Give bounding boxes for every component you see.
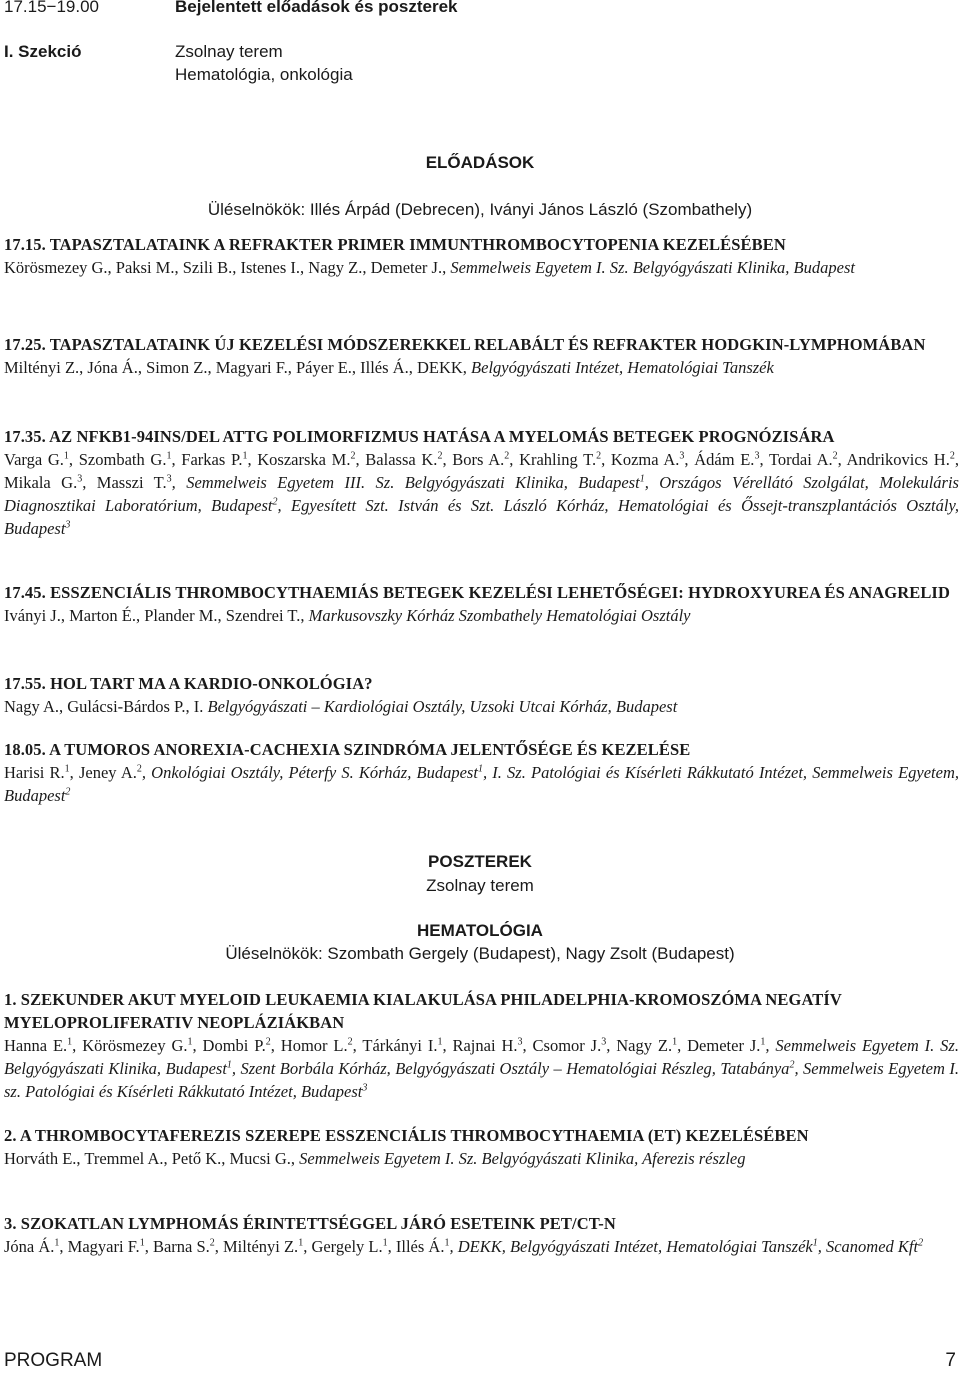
lecture-item <box>4 333 959 379</box>
section-topic: Hematológia, onkológia <box>175 65 353 84</box>
poster-item <box>4 1124 959 1170</box>
lecture-authors: Varga G.$^1$, Szombath G.$^1$, Farkas P.$^1$, Koszarska M.$^2$, Balassa K.$^2$, Bors A.$^2$, Krahling T.$^2$, Kozma A.$^3$, Ádám E.$^3$, Tordai A.$^2$, Andrikovics H.$^2$, Mikala G.$^3$, Masszi T.$^3$, Semmelweis Egyetem III. Sz. Belgyógyászati Klinika, Budapest$^1$, Országos Vérellátó Szolgálat, Molekuláris Diagnosztikai Laboratórium, Budapest$^2$, Egyesített Szt. István és Szt. László Kórház, Hematológiai és Őssejt-transzplantációs Osztály, Budapest$^3$ <box>4 450 959 538</box>
poster-authors: Horváth E., Tremmel A., Pető K., Mucsi G., Semmelweis Egyetem I. Sz. Belgyógyászati Klinika, Aferezis részleg <box>4 1149 746 1168</box>
lectures-heading: ELŐADÁSOK <box>425 153 535 172</box>
lecture-title: 18.05. A TUMOROS ANOREXIA-CACHEXIA SZINDRÓMA JELENTŐSÉGE ÉS KEZELÉSE <box>4 740 691 759</box>
lecture-title: 17.35. AZ NFKB1-94INS/DEL ATTG POLIMORFIZMUS HATÁSA A MYELOMÁS BETEGEK PROGNÓZISÁRA <box>4 427 835 446</box>
poster-item <box>4 988 959 1103</box>
lecture-item <box>4 738 959 807</box>
lecture-authors: Körösmezey G., Paksi M., Szili B., Istenes I., Nagy Z., Demeter J., Semmelweis Egyetem I. Sz. Belgyógyászati Klinika, Budapest <box>4 258 855 277</box>
lecture-item <box>4 425 959 540</box>
lecture-item <box>4 672 959 718</box>
lecture-item <box>4 581 959 627</box>
section-room: Zsolnay terem <box>175 42 283 61</box>
posters-room: Zsolnay terem <box>426 876 534 895</box>
lecture-authors: Iványi J., Marton É., Plander M., Szendrei T., Markusovszky Kórház Szombathely Hematológiai Osztály <box>4 606 691 625</box>
lecture-title: 17.45. ESSZENCIÁLIS THROMBOCYTHAEMIÁS BETEGEK KEZELÉSI LEHETŐSÉGEI: HYDROXYUREA ÉS ANAGRELID <box>4 583 950 602</box>
poster-authors: Hanna E.$^1$, Körösmezey G.$^1$, Dombi P.$^2$, Homor L.$^2$, Tárkányi I.$^1$, Rajnai H.$^3$, Csomor J.$^3$, Nagy Z.$^1$, Demeter J.$^1$, Semmelweis Egyetem I. Sz. Belgyógyászati Klinika, Budapest$^1$, Szent Borbála Kórház, Belgyógyászati Osztály – Hematológiai Részleg, Tatabánya$^2$, Semmelweis Egyetem I. sz. Patológiai és Kísérleti Rákkutató Intézet, Budapest$^3$ <box>4 1036 959 1101</box>
lectures-chairs: Üléselnökök: Illés Árpád (Debrecen), Iványi János László (Szombathely) <box>207 200 753 219</box>
poster-authors: Jóna Á.$^1$, Magyari F.$^1$, Barna S.$^2$, Miltényi Z.$^1$, Gergely L.$^1$, Illés Á.$^1$, DEKK, Belgyógyászati Intézet, Hematológiai Tanszék$^1$, Scanomed Kft$^2$ <box>4 1237 924 1256</box>
lecture-title: 17.25. TAPASZTALATAINK ÚJ KEZELÉSI MÓDSZEREKKEL RELABÁLT ÉS REFRAKTER HODGKIN-LYMPHOMÁBAN <box>4 335 926 354</box>
lecture-authors: Nagy A., Gulácsi-Bárdos P., I. Belgyógyászati – Kardiológiai Osztály, Uzsoki Utcai Kórház, Budapest <box>4 697 678 716</box>
page-number: 7 <box>945 1350 956 1371</box>
poster-item <box>4 1212 959 1258</box>
lecture-item <box>4 233 959 279</box>
lecture-authors: Harisi R.$^1$, Jeney A.$^2$, Onkológiai Osztály, Péterfy S. Kórház, Budapest$^1$, I. Sz. Patológiai és Kísérleti Rákkutató Intézet, Semmelweis Egyetem, Budapest$^2$ <box>4 763 959 805</box>
lecture-title: 17.55. HOL TART MA A KARDIO-ONKOLÓGIA? <box>4 674 373 693</box>
poster-title: 1. SZEKUNDER AKUT MYELOID LEUKAEMIA KIALAKULÁSA PHILADELPHIA-KROMOSZÓMA NEGATÍV MYELOPROLIFERATIV NEOPLÁZIÁKBAN <box>4 990 842 1032</box>
posters-topic: HEMATOLÓGIA <box>417 921 543 940</box>
session-time: 17.15−19.00 <box>4 0 100 16</box>
lecture-title: 17.15. TAPASZTALATAINK A REFRAKTER PRIMER IMMUNTHROMBOCYTOPENIA KEZELÉSÉBEN <box>4 235 786 254</box>
posters-heading: POSZTEREK <box>428 852 532 871</box>
poster-title: 2. A THROMBOCYTAFEREZIS SZEREPE ESSZENCIÁLIS THROMBOCYTHAEMIA (ET) KEZELÉSÉBEN <box>4 1126 809 1145</box>
lecture-authors: Miltényi Z., Jóna Á., Simon Z., Magyari F., Páyer E., Illés Á., DEKK, Belgyógyászati Intézet, Hematológiai Tanszék <box>4 358 774 377</box>
footer-label: PROGRAM <box>4 1350 103 1371</box>
section-label: I. Szekció <box>4 42 82 61</box>
session-title: Bejelentett előadások és poszterek <box>175 0 458 16</box>
poster-title: 3. SZOKATLAN LYMPHOMÁS ÉRINTETTSÉGGEL JÁRÓ ESETEINK PET/CT-N <box>4 1214 616 1233</box>
posters-chairs: Üléselnökök: Szombath Gergely (Budapest), Nagy Zsolt (Budapest) <box>225 944 735 963</box>
